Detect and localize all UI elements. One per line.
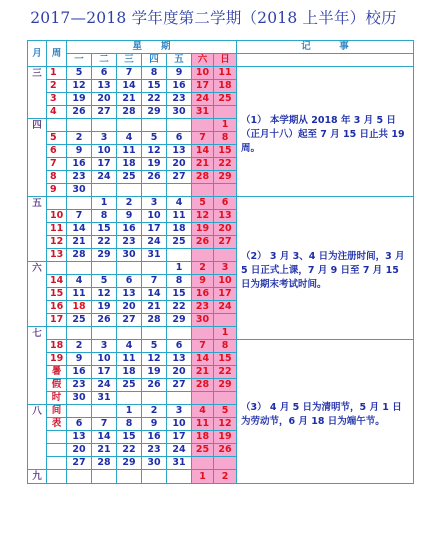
- day-cell: 29: [117, 457, 142, 470]
- week-header: 周: [47, 41, 67, 67]
- day-cell: 20: [117, 301, 142, 314]
- day-cell: 17: [142, 223, 167, 236]
- day-cell: [67, 119, 92, 132]
- week-number: 4: [47, 106, 67, 119]
- day-cell: 27: [167, 171, 192, 184]
- day-cell: [167, 327, 192, 340]
- day-cell: 21: [142, 301, 167, 314]
- day-cell: 9: [192, 275, 214, 288]
- day-cell: 16: [192, 288, 214, 301]
- day-cell: 15: [214, 353, 237, 366]
- notes-cell: [237, 197, 414, 340]
- week-number: 7: [47, 158, 67, 171]
- day-cell: 8: [167, 275, 192, 288]
- week-number: 13: [47, 249, 67, 262]
- day-cell: 5: [67, 67, 92, 80]
- header-star: 星: [132, 41, 142, 52]
- day-cell: [117, 392, 142, 405]
- day-cell: 8: [117, 418, 142, 431]
- day-cell: 1: [192, 470, 214, 484]
- day-cell: 22: [117, 444, 142, 457]
- notes-spacer: [237, 54, 414, 67]
- day-cell: 3: [142, 197, 167, 210]
- day-cell: 29: [167, 314, 192, 327]
- week-number: [47, 262, 67, 275]
- day-cell: 8: [214, 340, 237, 353]
- day-cell: 30: [167, 106, 192, 119]
- day-cell: 27: [67, 457, 92, 470]
- week-number: 19: [47, 353, 67, 366]
- day-cell: 31: [142, 249, 167, 262]
- day-cell: 13: [67, 431, 92, 444]
- day-cell: [214, 314, 237, 327]
- day-cell: [167, 184, 192, 197]
- day-cell: 17: [167, 431, 192, 444]
- month-header: 月: [28, 41, 47, 67]
- weekday-row: [28, 54, 414, 67]
- day-cell: 30: [192, 314, 214, 327]
- day-cell: [142, 262, 167, 275]
- month-label: 三: [28, 67, 47, 119]
- day-cell: 26: [214, 444, 237, 457]
- week-number: 10: [47, 210, 67, 223]
- day-cell: [214, 392, 237, 405]
- day-cell: 31: [167, 457, 192, 470]
- header-qi: 期: [161, 41, 171, 52]
- vacation-label: 间: [47, 405, 67, 418]
- day-cell: 17: [192, 80, 214, 93]
- day-cell: 30: [117, 249, 142, 262]
- day-cell: [214, 249, 237, 262]
- day-cell: 4: [167, 197, 192, 210]
- day-cell: 28: [192, 379, 214, 392]
- day-cell: 19: [214, 431, 237, 444]
- week-number: 6: [47, 145, 67, 158]
- day-cell: 19: [142, 366, 167, 379]
- day-cell: 25: [192, 444, 214, 457]
- day-cell: 31: [192, 106, 214, 119]
- day-cell: 24: [167, 444, 192, 457]
- day-cell: 4: [67, 275, 92, 288]
- day-cell: [92, 470, 117, 484]
- month-label: 六: [28, 262, 47, 327]
- day-cell: 9: [167, 67, 192, 80]
- day-cell: 11: [167, 210, 192, 223]
- weekday-header: 三: [117, 54, 142, 67]
- weekday-header: 四: [142, 54, 167, 67]
- day-cell: [92, 405, 117, 418]
- day-cell: 7: [92, 418, 117, 431]
- notes-header: [237, 41, 414, 54]
- calendar-table: [27, 40, 414, 484]
- day-cell: 23: [67, 171, 92, 184]
- day-cell: 1: [92, 197, 117, 210]
- header-row: [28, 41, 414, 54]
- day-cell: 12: [192, 210, 214, 223]
- day-cell: 21: [192, 366, 214, 379]
- week-number: 8: [47, 171, 67, 184]
- vacation-label: 时: [47, 392, 67, 405]
- day-cell: 16: [67, 366, 92, 379]
- day-cell: 1: [167, 262, 192, 275]
- week-number: [47, 119, 67, 132]
- day-cell: 29: [142, 106, 167, 119]
- day-cell: [67, 262, 92, 275]
- day-cell: [92, 262, 117, 275]
- day-cell: 21: [117, 93, 142, 106]
- day-cell: 11: [214, 67, 237, 80]
- day-cell: 13: [167, 353, 192, 366]
- day-cell: 14: [192, 145, 214, 158]
- day-cell: 5: [142, 340, 167, 353]
- day-cell: [192, 249, 214, 262]
- day-cell: 9: [117, 210, 142, 223]
- day-cell: 16: [67, 158, 92, 171]
- day-cell: 22: [214, 366, 237, 379]
- day-cell: 29: [214, 171, 237, 184]
- day-cell: 18: [67, 301, 92, 314]
- day-cell: 30: [67, 184, 92, 197]
- day-cell: 3: [92, 132, 117, 145]
- day-cell: 26: [142, 171, 167, 184]
- vacation-label: 表: [47, 418, 67, 431]
- day-cell: 5: [142, 132, 167, 145]
- day-cell: 23: [67, 379, 92, 392]
- weekday-header: 五: [167, 54, 192, 67]
- day-cell: 10: [167, 418, 192, 431]
- day-cell: [67, 405, 92, 418]
- weekday-header: 六: [192, 54, 214, 67]
- day-cell: 28: [192, 171, 214, 184]
- day-cell: 27: [167, 379, 192, 392]
- day-cell: 3: [214, 262, 237, 275]
- header-ji: 记: [301, 41, 311, 52]
- day-cell: 24: [92, 171, 117, 184]
- note-1: （1） 本学期从 2018 年 3 月 5 日（正月十八）起至 7 月 15 日止共 19 周。: [241, 114, 405, 154]
- day-cell: [142, 327, 167, 340]
- day-cell: 27: [117, 314, 142, 327]
- note-3: （3） 4 月 5 日为清明节，5 月 1 日为劳动节，6 月 18 日为端午节。: [241, 401, 402, 427]
- day-cell: [92, 184, 117, 197]
- day-cell: 19: [142, 158, 167, 171]
- day-cell: 14: [92, 431, 117, 444]
- day-cell: 10: [92, 353, 117, 366]
- day-cell: 23: [117, 236, 142, 249]
- day-cell: 20: [92, 93, 117, 106]
- day-cell: 11: [117, 145, 142, 158]
- day-cell: 16: [167, 80, 192, 93]
- day-cell: 14: [117, 80, 142, 93]
- day-cell: 2: [214, 470, 237, 484]
- day-cell: 16: [117, 223, 142, 236]
- week-number: 15: [47, 288, 67, 301]
- day-cell: 29: [92, 249, 117, 262]
- day-cell: 13: [167, 145, 192, 158]
- day-cell: 11: [192, 418, 214, 431]
- day-cell: [214, 457, 237, 470]
- day-cell: 14: [192, 353, 214, 366]
- vacation-label: 暑: [47, 366, 67, 379]
- day-cell: 24: [214, 301, 237, 314]
- day-cell: 14: [67, 223, 92, 236]
- day-cell: [167, 470, 192, 484]
- week-number: [47, 444, 67, 457]
- day-cell: 3: [92, 340, 117, 353]
- day-cell: [67, 197, 92, 210]
- week-number: 14: [47, 275, 67, 288]
- day-cell: 7: [192, 132, 214, 145]
- day-cell: 8: [92, 210, 117, 223]
- day-cell: [92, 119, 117, 132]
- day-cell: 8: [142, 67, 167, 80]
- day-cell: 22: [214, 158, 237, 171]
- week-number: 1: [47, 67, 67, 80]
- day-cell: 7: [192, 340, 214, 353]
- header-shi: 事: [339, 41, 349, 52]
- week-number: 11: [47, 223, 67, 236]
- day-cell: [117, 327, 142, 340]
- day-cell: 10: [214, 275, 237, 288]
- day-cell: 28: [67, 249, 92, 262]
- day-cell: 19: [92, 301, 117, 314]
- day-cell: 6: [67, 418, 92, 431]
- day-cell: 16: [142, 431, 167, 444]
- day-cell: 26: [92, 314, 117, 327]
- day-cell: 25: [117, 379, 142, 392]
- day-cell: 15: [214, 145, 237, 158]
- week-number: 12: [47, 236, 67, 249]
- week-number: [47, 431, 67, 444]
- week-number: 16: [47, 301, 67, 314]
- day-cell: 20: [167, 158, 192, 171]
- day-cell: 26: [142, 379, 167, 392]
- day-cell: 25: [117, 171, 142, 184]
- day-cell: 9: [142, 418, 167, 431]
- day-cell: 6: [92, 67, 117, 80]
- week-number: [47, 457, 67, 470]
- day-cell: 9: [67, 145, 92, 158]
- day-cell: 25: [67, 314, 92, 327]
- day-cell: [117, 262, 142, 275]
- week-number: 2: [47, 80, 67, 93]
- day-cell: 18: [167, 223, 192, 236]
- day-cell: [117, 119, 142, 132]
- day-cell: 5: [92, 275, 117, 288]
- day-cell: 4: [117, 132, 142, 145]
- day-cell: 3: [167, 405, 192, 418]
- day-cell: 29: [214, 379, 237, 392]
- day-cell: 7: [117, 67, 142, 80]
- week-number: [47, 470, 67, 484]
- weekday-header: 日: [214, 54, 237, 67]
- day-cell: [117, 184, 142, 197]
- week-number: [47, 327, 67, 340]
- day-cell: 23: [192, 301, 214, 314]
- day-cell: 18: [214, 80, 237, 93]
- day-cell: 22: [167, 301, 192, 314]
- day-cell: 11: [67, 288, 92, 301]
- day-cell: [92, 327, 117, 340]
- day-cell: 5: [192, 197, 214, 210]
- day-cell: 1: [214, 119, 237, 132]
- day-cell: [142, 392, 167, 405]
- day-cell: 1: [117, 405, 142, 418]
- day-cell: 27: [92, 106, 117, 119]
- day-cell: 20: [167, 366, 192, 379]
- notes-cell: [237, 340, 414, 484]
- day-cell: 22: [92, 236, 117, 249]
- day-cell: 15: [92, 223, 117, 236]
- day-cell: 22: [142, 93, 167, 106]
- day-cell: 24: [92, 379, 117, 392]
- day-cell: 25: [214, 93, 237, 106]
- day-cell: 30: [142, 457, 167, 470]
- day-cell: 28: [117, 106, 142, 119]
- day-cell: [192, 184, 214, 197]
- note-2: （2） 3 月 3、4 日为注册时间，3 月 5 日正式上课，7 月 9 日至 7 月 15 日为期末考试时间。: [241, 251, 405, 290]
- day-cell: [192, 392, 214, 405]
- day-cell: 14: [142, 288, 167, 301]
- day-cell: 31: [92, 392, 117, 405]
- day-cell: 2: [192, 262, 214, 275]
- day-cell: [117, 470, 142, 484]
- day-cell: 28: [92, 457, 117, 470]
- day-cell: [192, 327, 214, 340]
- day-cell: [214, 106, 237, 119]
- day-cell: 6: [167, 340, 192, 353]
- month-label: 五: [28, 197, 47, 262]
- week-number: 17: [47, 314, 67, 327]
- week-number: 9: [47, 184, 67, 197]
- day-cell: 11: [117, 353, 142, 366]
- day-cell: 10: [92, 145, 117, 158]
- day-cell: 13: [214, 210, 237, 223]
- day-cell: [142, 184, 167, 197]
- day-cell: 12: [214, 418, 237, 431]
- week-number: 5: [47, 132, 67, 145]
- day-cell: 15: [167, 288, 192, 301]
- day-cell: 6: [117, 275, 142, 288]
- day-cell: 18: [117, 158, 142, 171]
- day-cell: 19: [192, 223, 214, 236]
- day-cell: 17: [92, 158, 117, 171]
- day-cell: 24: [142, 236, 167, 249]
- month-label: 九: [28, 470, 47, 484]
- day-cell: 4: [192, 405, 214, 418]
- day-cell: [167, 392, 192, 405]
- day-cell: 21: [92, 444, 117, 457]
- day-cell: 4: [117, 340, 142, 353]
- week-number: [47, 197, 67, 210]
- day-cell: 10: [142, 210, 167, 223]
- month-label: 七: [28, 327, 47, 405]
- day-cell: 12: [142, 353, 167, 366]
- month-label: 四: [28, 119, 47, 197]
- day-cell: 26: [192, 236, 214, 249]
- day-cell: [67, 327, 92, 340]
- day-cell: 6: [167, 132, 192, 145]
- day-cell: 2: [67, 340, 92, 353]
- week-number: 18: [47, 340, 67, 353]
- day-cell: 17: [92, 366, 117, 379]
- day-cell: 25: [167, 236, 192, 249]
- weekday-header: 二: [92, 54, 117, 67]
- day-cell: 30: [67, 392, 92, 405]
- week-row: [28, 197, 414, 210]
- month-label: 八: [28, 405, 47, 470]
- day-cell: 8: [214, 132, 237, 145]
- week-number: 3: [47, 93, 67, 106]
- day-cell: 18: [117, 366, 142, 379]
- day-cell: 6: [214, 197, 237, 210]
- day-cell: [167, 119, 192, 132]
- day-cell: 26: [67, 106, 92, 119]
- day-cell: [214, 184, 237, 197]
- day-cell: 10: [192, 67, 214, 80]
- day-cell: 5: [214, 405, 237, 418]
- day-cell: 2: [117, 197, 142, 210]
- day-cell: [142, 470, 167, 484]
- day-cell: 23: [142, 444, 167, 457]
- day-cell: 9: [67, 353, 92, 366]
- weekday-group-header: [67, 41, 237, 54]
- day-cell: 13: [92, 80, 117, 93]
- day-cell: 21: [192, 158, 214, 171]
- day-cell: 20: [67, 444, 92, 457]
- day-cell: 2: [67, 132, 92, 145]
- day-cell: 12: [67, 80, 92, 93]
- week-row: [28, 67, 414, 80]
- week-row: [28, 340, 414, 353]
- day-cell: 15: [117, 431, 142, 444]
- day-cell: 7: [67, 210, 92, 223]
- day-cell: 12: [92, 288, 117, 301]
- day-cell: 28: [142, 314, 167, 327]
- day-cell: 18: [192, 431, 214, 444]
- day-cell: 23: [167, 93, 192, 106]
- notes-cell: [237, 67, 414, 197]
- day-cell: 20: [214, 223, 237, 236]
- day-cell: [67, 470, 92, 484]
- weekday-header: 一: [67, 54, 92, 67]
- day-cell: [192, 457, 214, 470]
- day-cell: 1: [214, 327, 237, 340]
- day-cell: 12: [142, 145, 167, 158]
- vacation-label: 假: [47, 379, 67, 392]
- day-cell: 15: [142, 80, 167, 93]
- day-cell: [167, 249, 192, 262]
- day-cell: 21: [67, 236, 92, 249]
- day-cell: [192, 119, 214, 132]
- day-cell: [142, 119, 167, 132]
- day-cell: 17: [214, 288, 237, 301]
- day-cell: 7: [142, 275, 167, 288]
- day-cell: 27: [214, 236, 237, 249]
- day-cell: 2: [142, 405, 167, 418]
- day-cell: 13: [117, 288, 142, 301]
- page-title: 2017—2018 学年度第二学期（2018 上半年）校历: [30, 9, 397, 27]
- day-cell: 24: [192, 93, 214, 106]
- day-cell: 19: [67, 93, 92, 106]
